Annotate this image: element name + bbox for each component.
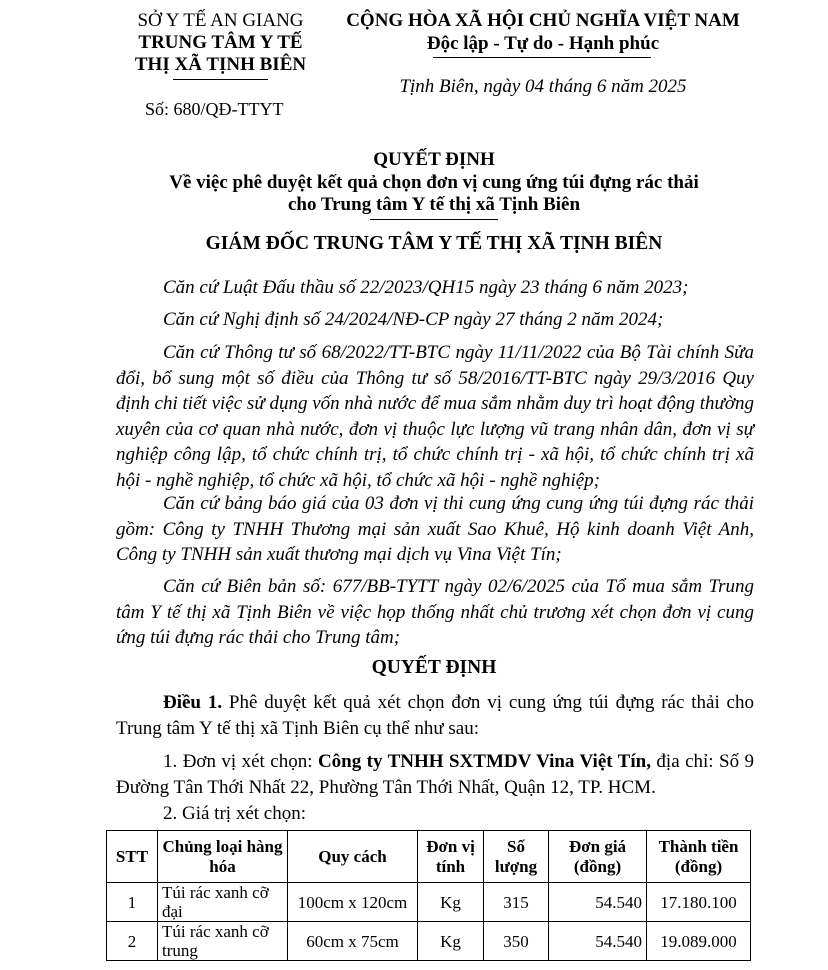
motto-rule	[433, 57, 651, 58]
basis-quotations: Căn cứ bảng báo giá của 03 đơn vị thi cung ứng cung ứng túi đựng rác thải gồm: Công ty TNHH Thương mại sản xuất Sao Khuê, Hộ kinh doanh Việt Anh, Công ty TNHH sản xuất thương mại dịch vụ Vina Việt Tín;	[116, 493, 754, 565]
item-2: 2. Giá trị xét chọn:	[163, 803, 306, 824]
item-1-prefix: 1. Đơn vị xét chọn:	[163, 751, 313, 772]
basis-decree: Căn cứ Nghị định số 24/2024/NĐ-CP ngày 27 tháng 2 năm 2024;	[163, 309, 664, 330]
header-qty: Số lượng	[484, 831, 549, 883]
row-unit: Kg	[418, 922, 484, 961]
row-spec: 60cm x 75cm	[288, 922, 418, 961]
basis-circular: Căn cứ Thông tư số 68/2022/TT-BTC ngày 11/11/2022 của Bộ Tài chính Sửa đổi, bổ sung một số điều của Thông tư số 58/2016/TT-BTC ngày 29/3/2016 Quy định chi tiết việc sử dụng vốn nhà nước để mua sắm nhằm duy trì hoạt động thường xuyên của cơ quan nhà nước, đơn vị thuộc lực lượng vũ trang nhân dân, đơn vị sự nghiệp công lập, tổ chức chính trị, tổ chức chính trị - xã hội, tổ chức chính trị xã hội - nghề nghiệp, tổ chức xã hội, tổ chức xã hội - nghề nghiệp;	[116, 342, 754, 491]
row-spec: 100cm x 120cm	[288, 883, 418, 922]
company-address: địa chỉ: Số 9 Đường Tân Thới Nhất 22, Phường Tân Thới Nhất, Quận 12, TP. HCM.	[116, 751, 755, 798]
nation-title: CỘNG HÒA XÃ HỘI CHỦ NGHĨA VIỆT NAM	[346, 10, 740, 31]
row-stt: 2	[107, 922, 158, 961]
header-left	[118, 10, 323, 76]
article-1	[116, 690, 754, 741]
header-unit: Đơn vị tính	[418, 831, 484, 883]
header-unit-price: Đơn giá (đồng)	[549, 831, 647, 883]
doc-number: Số: 680/QĐ-TTYT	[145, 99, 284, 119]
subject-line2: cho Trung tâm Y tế thị xã Tịnh Biên	[287, 194, 581, 215]
row-item: Túi rác xanh cỡ đại	[158, 883, 288, 922]
subject-line1: Về việc phê duyệt kết quả chọn đơn vị cung ứng túi đựng rác thải	[169, 172, 699, 193]
header-item: Chủng loại hàng hóa	[158, 831, 288, 883]
row-qty: 315	[484, 883, 549, 922]
basis-minutes: Căn cứ Biên bản số: 677/BB-TYTT ngày 02/6/2025 của Tổ mua sắm Trung tâm Y tế thị xã Tịnh Biên về việc họp thống nhất chủ trương xét chọn đơn vị cung ứng túi đựng rác thải cho Trung tâm;	[116, 576, 754, 648]
article-1-text: Phê duyệt kết quả xét chọn đơn vị cung ứng túi đựng rác thải cho Trung tâm Y tế thị xã Tịnh Biên cụ thể như sau:	[116, 692, 754, 739]
table-header-row	[107, 831, 751, 883]
item-1	[116, 749, 754, 800]
place-date: Tịnh Biên, ngày 04 tháng 6 năm 2025	[399, 76, 687, 97]
org-name-line2: THỊ XÃ TỊNH BIÊN	[134, 54, 307, 75]
decision-kind: QUYẾT ĐỊNH	[373, 149, 495, 170]
row-unit-price: 54.540	[549, 883, 647, 922]
row-qty: 350	[484, 922, 549, 961]
row-item: Túi rác xanh cỡ trung	[158, 922, 288, 961]
selected-company: Công ty TNHH SXTMDV Vina Việt Tín,	[317, 751, 651, 772]
header-amount: Thành tiền (đồng)	[647, 831, 751, 883]
authority-heading: GIÁM ĐỐC TRUNG TÂM Y TẾ THỊ XÃ TỊNH BIÊN	[205, 233, 663, 254]
header-left-rule	[173, 79, 268, 80]
motto: Độc lập - Tự do - Hạnh phúc	[426, 33, 660, 54]
org-name-line1: TRUNG TÂM Y TẾ	[138, 32, 303, 53]
row-unit: Kg	[418, 883, 484, 922]
subject-rule	[370, 219, 498, 220]
row-amount: 19.089.000	[647, 922, 751, 961]
row-amount: 17.180.100	[647, 883, 751, 922]
article-1-label: Điều 1.	[163, 692, 223, 713]
header-stt: STT	[107, 831, 158, 883]
basis-law: Căn cứ Luật Đấu thầu số 22/2023/QH15 ngày 23 tháng 6 năm 2023;	[163, 277, 689, 298]
dept-name: SỞ Y TẾ AN GIANG	[137, 10, 304, 31]
price-table	[106, 830, 751, 961]
table-row	[107, 883, 751, 922]
header-spec: Quy cách	[288, 831, 418, 883]
table-row	[107, 922, 751, 961]
row-unit-price: 54.540	[549, 922, 647, 961]
row-stt: 1	[107, 883, 158, 922]
decision-heading: QUYẾT ĐỊNH	[371, 657, 497, 678]
